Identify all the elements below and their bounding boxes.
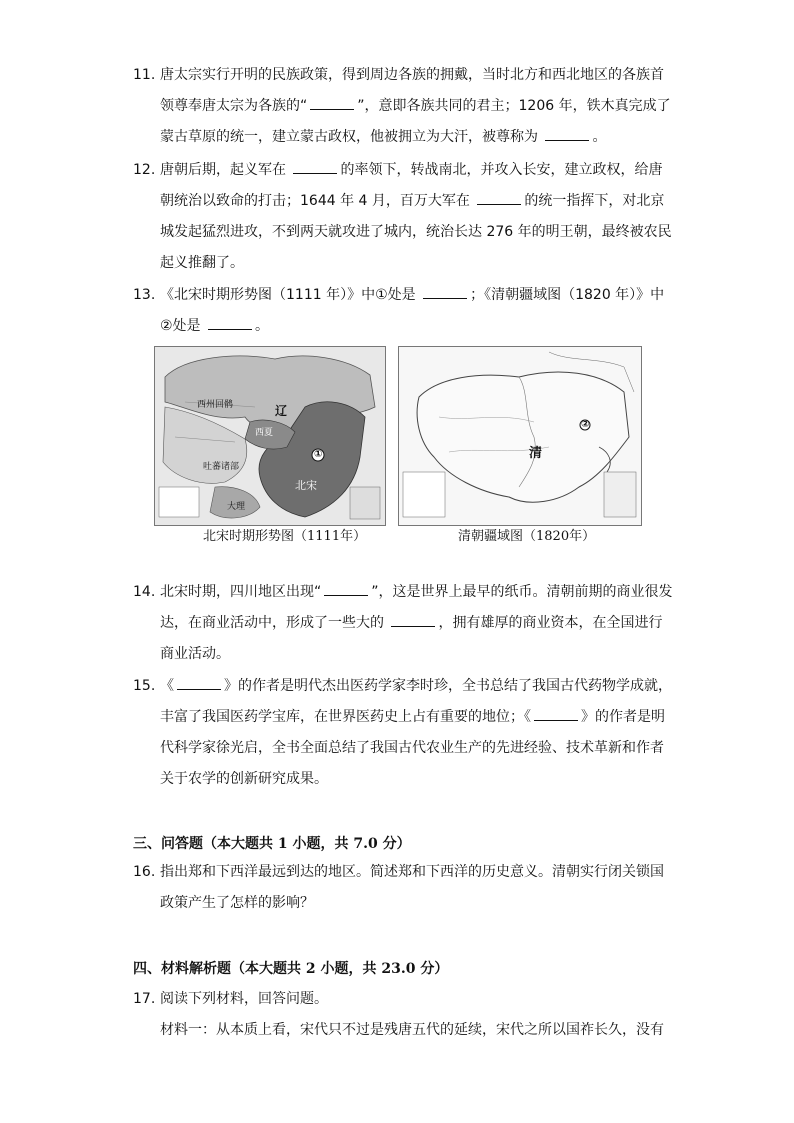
answer-blank[interactable]: [391, 612, 435, 627]
map-label-xizhou: 西州回鹘: [197, 400, 234, 410]
map-marker-2: ②: [581, 419, 590, 430]
map-label-liao: 辽: [275, 404, 288, 418]
map-label-tubo: 吐蕃诸部: [203, 462, 240, 472]
map-label-xixia: 西夏: [255, 428, 274, 438]
question-number: 13.: [133, 287, 156, 303]
map-marker-1: ①: [314, 449, 323, 460]
answer-blank[interactable]: [534, 706, 578, 721]
question-14: [133, 577, 673, 670]
question-text: 唐朝后期，起义军在 的率领下，转战南北，并攻入长安，建立政权，给唐朝统治以致命的打击；1644 年 4 月，百万大军在 的统一指挥下，对北京城发起猛烈进攻，不到两天就攻进了城内，统治长达 276 年的明王朝，最终被农民起义推翻了。: [160, 155, 673, 279]
question-number: 14.: [133, 584, 156, 600]
answer-blank[interactable]: [423, 284, 467, 299]
answer-blank[interactable]: [545, 126, 589, 141]
section-4-heading: 四、材料解析题（本大题共 2 小题，共 23.0 分）: [133, 961, 449, 977]
qing-map: [398, 346, 642, 526]
map-label-qing: 清: [529, 446, 543, 461]
question-text: 唐太宗实行开明的民族政策，得到周边各族的拥戴，当时北方和西北地区的各族首领尊奉唐太宗为各族的“ ”，意即各族共同的君主；1206 年，铁木真完成了蒙古草原的统一，建立蒙古政权，他被拥立为大汗，被尊称为 。: [160, 67, 671, 145]
section-3-heading: 三、问答题（本大题共 1 小题，共 7.0 分）: [133, 836, 411, 852]
answer-blank[interactable]: [293, 159, 337, 174]
question-number: 15.: [133, 678, 156, 694]
answer-blank[interactable]: [177, 675, 221, 690]
map-label-beisong: 北宋: [295, 479, 317, 492]
question-11: [133, 60, 673, 153]
answer-blank[interactable]: [208, 315, 252, 330]
qing-map-graphic: [399, 347, 641, 525]
northern-song-map-caption: 北宋时期形势图（1111年）: [203, 529, 367, 544]
question-13: [133, 280, 673, 342]
answer-blank[interactable]: [310, 95, 354, 110]
answer-blank[interactable]: [477, 190, 521, 205]
map-label-dali: 大理: [227, 502, 246, 512]
question-17: [133, 984, 673, 1046]
question-text: 《 》的作者是明代杰出医药学家李时珍，全书总结了我国古代药物学成就，丰富了我国医药学宝库，在世界医药史上占有重要的地位；《 》的作者是明代科学家徐光启，全书全面总结了我国古代农业生产的先进经验、技术革新和作者关于农学的创新研究成果。: [160, 671, 673, 795]
question-number: 16.: [133, 864, 156, 880]
question-text: 《北宋时期形势图（1111 年）》中①处是 ；《清朝疆域图（1820 年）》中②处是 。: [160, 280, 673, 342]
qing-map-caption: 清朝疆域图（1820年）: [458, 529, 596, 544]
northern-song-map: [154, 346, 386, 526]
question-text: 阅读下列材料，回答问题。: [160, 991, 328, 1007]
question-16: [133, 857, 673, 919]
question-12: [133, 155, 673, 279]
question-text: 指出郑和下西洋最远到达的地区。简述郑和下西洋的历史意义。清朝实行闭关锁国政策产生了怎样的影响？: [160, 864, 664, 911]
question-number: 17.: [133, 991, 156, 1007]
question-number: 11.: [133, 67, 156, 83]
question-text: 北宋时期，四川地区出现“ ”，这是世界上最早的纸币。清朝前期的商业很发达，在商业活动中，形成了一些大的 ，拥有雄厚的商业资本，在全国进行商业活动。: [160, 577, 673, 670]
question-number: 12.: [133, 162, 156, 178]
question-15: [133, 671, 673, 795]
answer-blank[interactable]: [324, 581, 368, 596]
material-1-text: 材料一：从本质上看，宋代只不过是残唐五代的延续，宋代之所以国祚长久，没有: [160, 1022, 664, 1038]
